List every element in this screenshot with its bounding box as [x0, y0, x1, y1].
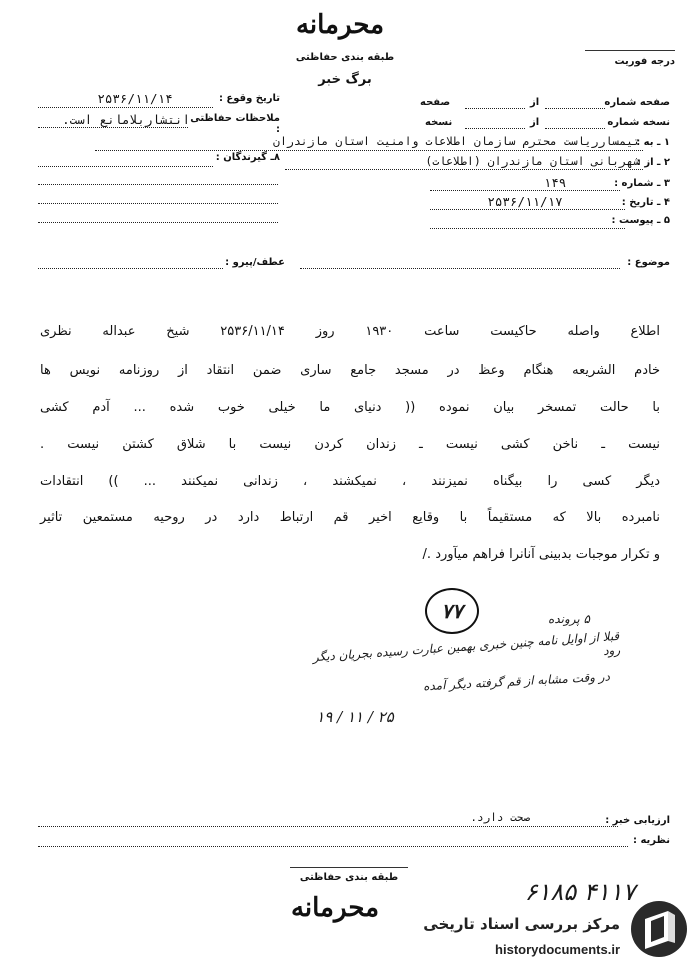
to-value: تیمسارریاست محترم سازمان اطلاعات وامنیت استان مازندران [273, 134, 640, 148]
footer-classification-rule [290, 867, 408, 868]
date-dots [430, 209, 625, 210]
number-dots [430, 190, 620, 191]
annotation-date: ۱۹ / ۱۱ / ۲۵ [316, 708, 394, 726]
footer-handwritten-numbers: ۶۱۸۵ ۴۱۱۷ [524, 878, 636, 906]
body-line-5: دیگر کسی را بیگناه نمیزنند ، نمیکشند ، زندانی نمیکنند ... )) انتقادات [40, 474, 660, 489]
annotation-line-3: در وقت مشابه از قم گرفته دیگر آمده [422, 669, 611, 694]
recipient-dots-2 [38, 184, 278, 185]
from-label-2: از [530, 117, 540, 128]
date-value: ۲۵۳۶/۱۱/۱۷ [487, 194, 563, 209]
from-field-label: ۲ ـ از : [636, 157, 670, 168]
to-label: ۱ ـ به : [636, 137, 670, 148]
annotation-line-1: ۵ پرونده [548, 612, 590, 626]
reference-label: عطف/پیرو : [225, 257, 285, 268]
priority-label: درجه فوریت [614, 56, 675, 67]
date-label: ۴ ـ تاریخ : [621, 197, 670, 208]
classification-label-bottom: طبقه بندی حفاظتی [299, 872, 399, 883]
from-label-1: از [530, 97, 540, 108]
copy-number-dots [545, 128, 605, 129]
recipient-dots-4 [38, 222, 278, 223]
page-number-label: صفحه شماره [604, 97, 670, 108]
watermark-org-name: مرکز بررسی اسناد تاریخی [423, 915, 620, 933]
attachment-label: ۵ ـ پیوست : [611, 215, 670, 226]
form-title: برگ خبر [318, 72, 372, 87]
circled-number [425, 588, 479, 634]
watermark-logo [628, 898, 690, 960]
opinion-dots-1 [38, 846, 628, 847]
number-value: ۱۴۹ [543, 175, 567, 190]
date-of-event-dots [38, 107, 213, 108]
copy-number-label: نسخه شماره [607, 117, 670, 128]
to-dots [95, 150, 643, 151]
from-value: شهربانی استان مازندران (اطلاعات) [425, 154, 640, 168]
date-of-event-label: تاریخ وقوع : [218, 93, 280, 104]
reference-dots [38, 268, 223, 269]
recipient-dots-1 [38, 166, 213, 167]
subject-label: موضوع : [627, 257, 670, 268]
body-line-7: و تکرار موجبات بدبینی آنانرا فراهم میآورد ./ [422, 547, 660, 562]
page-total-dots [465, 108, 525, 109]
body-line-4: نیست ـ ناخن کشی نیست ـ زندان کردن نیست با شلاق کشتن نیست . [40, 437, 660, 452]
number-label: ۳ ـ شماره : [614, 178, 670, 189]
evaluation-value: صحت دارد. [470, 811, 530, 824]
body-line-3: با حالت تمسخر بیان نموده (( دنیای ما خیلی خوب شده ... آدم کشی [40, 400, 660, 415]
evaluation-dots [38, 826, 618, 827]
watermark-url[interactable]: historydocuments.ir [495, 942, 620, 957]
recipient-dots-3 [38, 203, 278, 204]
protection-notes-value: انتشاربلامانع است. [62, 112, 190, 127]
body-line-2: خادم الشریعه هنگام وعظ در مسجد جامع ساری ضمن انتقاد از روزنامه نویس ها [40, 363, 660, 378]
annotation-line-2: قبلا از اوایل نامه چنین خبری بهمین عبارت رسیده بجریان دیگر رود [312, 628, 621, 665]
body-line-1: اطلاع واصله حاکیست ساعت ۱۹۳۰ روز ۲۵۳۶/۱۱/۱۴ شیخ عبداله نظری [40, 324, 660, 339]
protection-notes-label: ملاحظات حفاظتی : [190, 113, 280, 135]
copy-label: نسخه [425, 117, 453, 128]
evaluation-label: ارزیابی خبر : [605, 815, 670, 826]
classification-label-top: طبقه بندی حفاظتی [295, 52, 395, 63]
from-dots [285, 169, 643, 170]
protection-notes-dots [38, 127, 188, 128]
classification-bottom: محرمانه [290, 893, 380, 923]
opinion-label: نظریه : [632, 835, 670, 846]
circled-number-text: ۷۷ [441, 599, 463, 623]
page-label: صفحه [420, 97, 451, 108]
page-number-dots [545, 108, 605, 109]
attachment-dots [430, 228, 625, 229]
copy-total-dots [465, 128, 525, 129]
priority-rule [585, 50, 675, 51]
subject-dots [300, 268, 620, 269]
body-line-6: نامبرده بالا که مستقیماً با وقایع اخیر قم ارتباط دارد در روحیه مستمعین تاثیر [40, 510, 660, 525]
date-of-event-value: ۲۵۳۶/۱۱/۱۴ [97, 91, 173, 106]
recipients-label: ۸ـ گیرندگان : [215, 152, 280, 163]
classification-top: محرمانه [295, 10, 385, 40]
